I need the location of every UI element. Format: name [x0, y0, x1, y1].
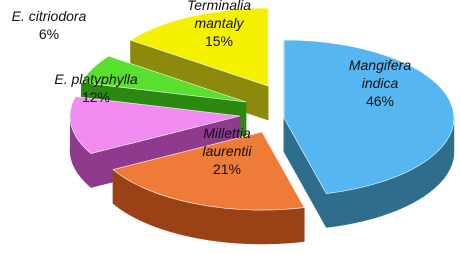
pie-label-name: mantaly — [194, 15, 244, 31]
pie-label-name: Terminalia — [186, 0, 252, 13]
pie-label-value: 15% — [204, 33, 234, 49]
pie-label-value: 46% — [365, 93, 395, 109]
pie-label-value: 12% — [81, 89, 111, 105]
pie-label-name: indica — [361, 75, 399, 91]
pie-label-name: E. citriodora — [11, 8, 87, 24]
pie-label-name: E. platyphylla — [54, 71, 138, 87]
pie-label-value: 21% — [212, 161, 242, 177]
pie-label-name: Mangifera — [348, 57, 412, 73]
pie-label-name: laurentii — [202, 143, 252, 159]
pie-label-3 — [12, 8, 87, 42]
pie-label-name: Millettia — [203, 125, 251, 141]
pie-label-value: 6% — [38, 26, 60, 42]
